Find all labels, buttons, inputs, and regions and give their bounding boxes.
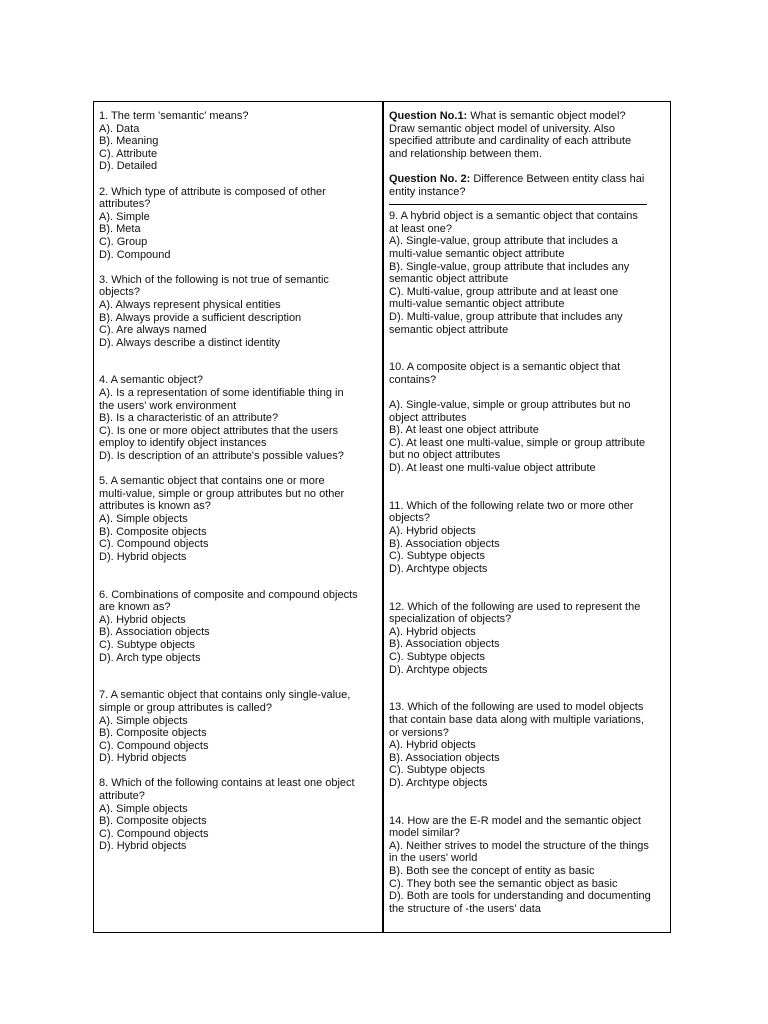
question-line: objects? bbox=[389, 512, 430, 525]
question-text: 3. Which of the following is not true of semantic bbox=[99, 273, 329, 286]
question-line: B). Association objects bbox=[389, 638, 500, 651]
question-text: 10. A composite object is a semantic object that bbox=[389, 361, 621, 374]
right-question-list bbox=[389, 210, 666, 915]
question-2-heading bbox=[389, 173, 666, 186]
question-line: multi-value semantic object attribute bbox=[389, 298, 565, 311]
question-line: B). Meaning bbox=[99, 135, 159, 148]
question-line: attributes is known as? bbox=[99, 500, 211, 513]
question-2-label: Question No. 2: bbox=[389, 172, 471, 185]
question-line: in the users' world bbox=[389, 852, 478, 865]
question-line: D). Always describe a distinct identity bbox=[99, 336, 280, 349]
question-line: semantic object attribute bbox=[389, 273, 509, 286]
question-1-line: and relationship between them. bbox=[389, 147, 542, 160]
question-line: C). Is one or more object attributes that the users bbox=[99, 424, 339, 437]
question-line: D). Archtype objects bbox=[389, 562, 488, 575]
question-line: A). Simple objects bbox=[99, 513, 188, 525]
question-line: A). Always represent physical entities bbox=[99, 298, 281, 311]
question-line: A). Neither strives to model the structure of the things bbox=[389, 839, 649, 852]
question-line: C). Multi-value, group attribute and at least one bbox=[389, 285, 619, 298]
question-line: C). Subtype objects bbox=[389, 550, 485, 563]
question-block bbox=[389, 701, 666, 789]
question-2-line: entity instance? bbox=[389, 185, 466, 198]
question-line: C). Subtype objects bbox=[389, 764, 485, 777]
question-line: model similar? bbox=[389, 827, 460, 840]
left-column bbox=[94, 102, 384, 932]
question-line: A). Single-value, simple or group attributes but no bbox=[389, 399, 631, 412]
question-line: the structure of -the users' data bbox=[389, 902, 541, 915]
question-1-line: Draw semantic object model of university. Also bbox=[389, 122, 615, 135]
question-line: D). Archtype objects bbox=[389, 663, 488, 676]
question-line: multi-value semantic object attribute bbox=[389, 247, 565, 260]
question-block bbox=[389, 601, 666, 677]
question-block bbox=[99, 589, 376, 665]
question-line: C). Attribute bbox=[99, 147, 158, 160]
question-text: 7. A semantic object that contains only single-value, bbox=[99, 689, 351, 702]
divider-rule bbox=[389, 204, 647, 205]
question-line: C). Subtype objects bbox=[389, 650, 485, 663]
question-line: specialization of objects? bbox=[389, 613, 512, 626]
question-line: C). They both see the semantic object as basic bbox=[389, 877, 618, 890]
question-line: C). Compound objects bbox=[99, 739, 209, 752]
question-line: object attributes bbox=[389, 411, 467, 424]
question-1-line: specified attribute and cardinality of each attribute bbox=[389, 135, 632, 148]
question-text: 6. Combinations of composite and compound objects bbox=[99, 588, 358, 601]
question-line: C). Compound objects bbox=[99, 538, 209, 551]
question-line: D). Detailed bbox=[99, 160, 158, 173]
question-line: that contain base data along with multiple variations, bbox=[389, 713, 644, 726]
question-line: A). Data bbox=[99, 122, 140, 135]
question-text: 8. Which of the following contains at least one object bbox=[99, 777, 355, 790]
question-text: 2. Which type of attribute is composed of other bbox=[99, 185, 326, 198]
question-line: B). Always provide a sufficient description bbox=[99, 311, 302, 324]
question-line: multi-value, simple or group attributes but no other bbox=[99, 487, 345, 500]
question-line: D). Multi-value, group attribute that includes any bbox=[389, 310, 623, 323]
question-line: A). Hybrid objects bbox=[389, 625, 476, 638]
question-line: C). At least one multi-value, simple or group attribute bbox=[389, 436, 646, 449]
question-block bbox=[99, 475, 376, 563]
question-line: A). Hybrid objects bbox=[99, 613, 186, 626]
question-line: B). Both see the concept of entity as basic bbox=[389, 865, 595, 878]
question-block bbox=[389, 815, 666, 916]
question-line: B). Composite objects bbox=[99, 727, 207, 740]
question-line: A). Simple objects bbox=[99, 714, 188, 727]
question-1-heading bbox=[389, 110, 666, 123]
question-1-label: Question No.1: bbox=[389, 110, 468, 122]
question-line: D). Archtype objects bbox=[389, 776, 488, 789]
question-line: D). At least one multi-value object attribute bbox=[389, 462, 596, 475]
question-line: B). At least one object attribute bbox=[389, 424, 539, 437]
question-line: B). Composite objects bbox=[99, 815, 207, 828]
question-line: C). Group bbox=[99, 235, 148, 248]
question-line: C). Subtype objects bbox=[99, 638, 195, 651]
question-line: or versions? bbox=[389, 726, 449, 739]
question-line: contains? bbox=[389, 373, 437, 386]
question-line: A). Hybrid objects bbox=[389, 739, 476, 752]
question-line: the users' work environment bbox=[99, 399, 237, 412]
question-line: C). Compound objects bbox=[99, 827, 209, 840]
question-block bbox=[389, 361, 666, 474]
question-line: A). Simple objects bbox=[99, 802, 188, 815]
question-text: 14. How are the E-R model and the semantic object bbox=[389, 814, 641, 827]
question-line: D). Arch type objects bbox=[99, 651, 201, 664]
question-1-text: What is semantic object model? bbox=[467, 110, 626, 122]
question-line: D). Hybrid objects bbox=[99, 840, 187, 853]
question-text: 9. A hybrid object is a semantic object that contains bbox=[389, 210, 638, 223]
question-block bbox=[99, 274, 376, 350]
question-block bbox=[99, 374, 376, 462]
question-line: D). Hybrid objects bbox=[99, 752, 187, 765]
question-line: D). Is description of an attribute's possible values? bbox=[99, 450, 344, 463]
question-line: B). Composite objects bbox=[99, 525, 207, 538]
question-block bbox=[389, 210, 666, 336]
question-line: semantic object attribute bbox=[389, 323, 509, 336]
question-text: 5. A semantic object that contains one or more bbox=[99, 475, 325, 488]
question-line: but no object attributes bbox=[389, 449, 501, 462]
question-block bbox=[99, 777, 376, 853]
question-line: B). Is a characteristic of an attribute? bbox=[99, 412, 279, 425]
question-line: D). Both are tools for understanding and documenting bbox=[389, 890, 651, 903]
question-text: 4. A semantic object? bbox=[99, 374, 203, 387]
question-text: 13. Which of the following are used to model objects bbox=[389, 701, 644, 714]
question-line: A). Is a representation of some identifiable thing in bbox=[99, 387, 344, 400]
question-line: A). Hybrid objects bbox=[389, 525, 476, 537]
question-block bbox=[99, 110, 376, 173]
question-line: B). Association objects bbox=[99, 626, 210, 639]
question-line: are known as? bbox=[99, 601, 171, 614]
question-block bbox=[99, 186, 376, 262]
question-text: 1. The term 'semantic' means? bbox=[99, 110, 249, 122]
question-line bbox=[389, 386, 666, 399]
question-line: B). Association objects bbox=[389, 751, 500, 764]
question-line: B). Meta bbox=[99, 223, 141, 236]
question-sheet bbox=[93, 101, 671, 933]
question-line: at least one? bbox=[389, 222, 452, 235]
question-block bbox=[99, 689, 376, 765]
question-line: A). Simple bbox=[99, 210, 150, 223]
question-line: employ to identify object instances bbox=[99, 437, 267, 450]
question-text: 12. Which of the following are used to represent the bbox=[389, 600, 641, 613]
question-line: B). Association objects bbox=[389, 537, 500, 550]
question-line: objects? bbox=[99, 286, 140, 299]
question-line: simple or group attributes is called? bbox=[99, 701, 273, 714]
right-column bbox=[384, 102, 670, 932]
question-line: attributes? bbox=[99, 198, 151, 211]
question-block bbox=[389, 500, 666, 576]
question-text: 11. Which of the following relate two or more other bbox=[389, 499, 634, 512]
question-line: D). Compound bbox=[99, 248, 171, 261]
question-line: A). Single-value, group attribute that includes a bbox=[389, 235, 618, 248]
question-line: attribute? bbox=[99, 790, 145, 803]
question-line: D). Hybrid objects bbox=[99, 550, 187, 563]
question-line: B). Single-value, group attribute that includes any bbox=[389, 260, 630, 273]
question-line: C). Are always named bbox=[99, 324, 207, 337]
question-2-text: Difference Between entity class hai bbox=[470, 172, 645, 185]
